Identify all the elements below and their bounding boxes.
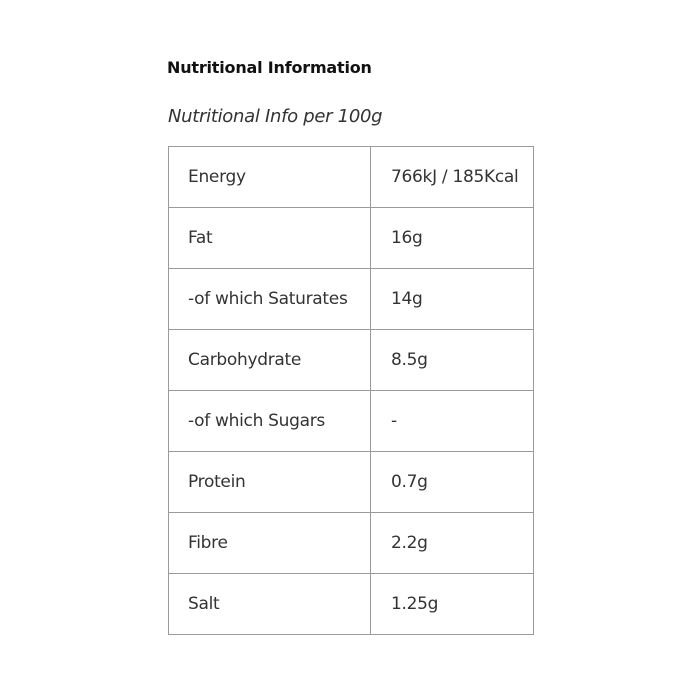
table-caption: Nutritional Info per 100g: [168, 106, 383, 127]
table-row: [169, 513, 534, 574]
nutrient-label: Carbohydrate: [169, 330, 371, 391]
table-row: [169, 147, 534, 208]
nutrient-value: 8.5g: [371, 330, 534, 391]
nutrient-value: 16g: [371, 208, 534, 269]
nutrient-label: -of which Sugars: [169, 391, 371, 452]
nutrient-value: 14g: [371, 269, 534, 330]
page-title: Nutritional Information: [167, 58, 372, 77]
nutrient-label: -of which Saturates: [169, 269, 371, 330]
nutrient-value: 1.25g: [371, 574, 534, 635]
nutrient-label: Salt: [169, 574, 371, 635]
table-row: [169, 208, 534, 269]
nutrient-value: -: [371, 391, 534, 452]
nutrient-label: Fibre: [169, 513, 371, 574]
nutrient-value: 766kJ / 185Kcal: [371, 147, 534, 208]
nutrition-table: [168, 146, 534, 635]
table-row: [169, 330, 534, 391]
table-row: [169, 452, 534, 513]
nutrient-value: 2.2g: [371, 513, 534, 574]
nutrient-value: 0.7g: [371, 452, 534, 513]
nutrient-label: Fat: [169, 208, 371, 269]
table-row: [169, 574, 534, 635]
table-row: [169, 269, 534, 330]
nutrient-label: Energy: [169, 147, 371, 208]
nutrient-label: Protein: [169, 452, 371, 513]
table-row: [169, 391, 534, 452]
